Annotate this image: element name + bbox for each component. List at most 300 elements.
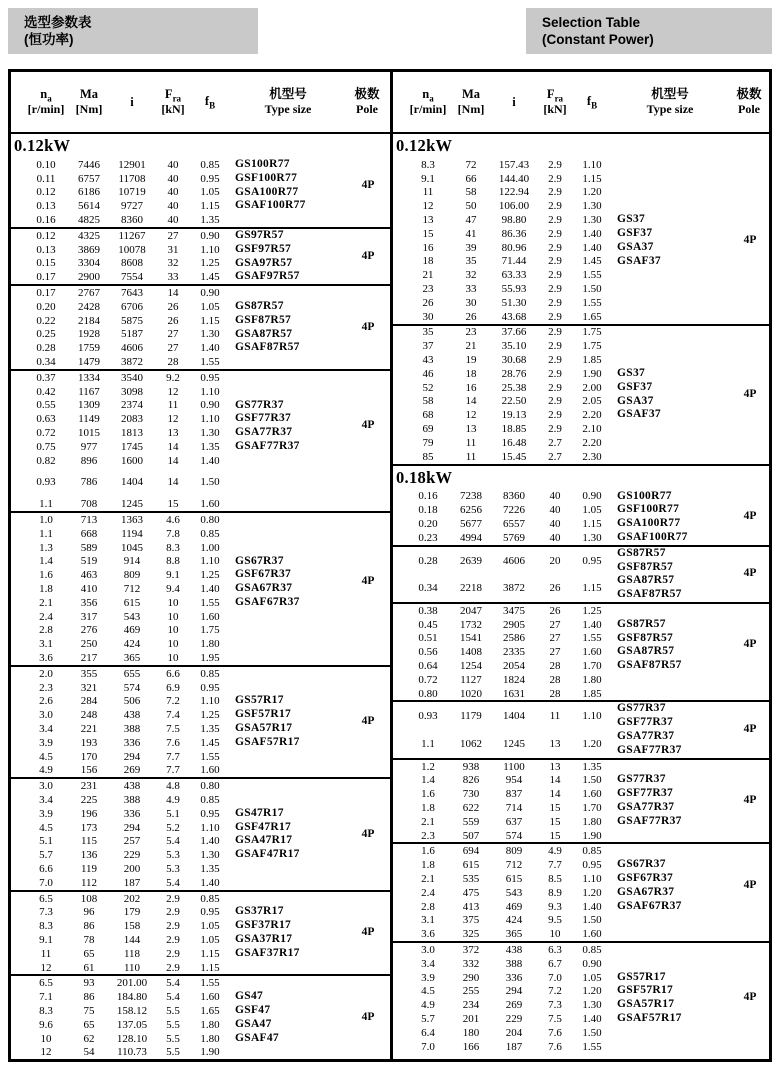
type-size-group: [393, 547, 769, 604]
cell: 0.85: [582, 845, 602, 858]
header-unit: [Nm]: [75, 102, 103, 116]
cell: 5.5: [166, 1032, 180, 1045]
cell: 27: [167, 342, 179, 355]
cell: 50: [465, 200, 477, 213]
cell: 1.60: [200, 610, 220, 623]
cell: 8.3: [39, 920, 53, 933]
cell: 13: [549, 737, 561, 750]
cell: 1408: [460, 646, 482, 659]
column-header-5: [611, 87, 729, 117]
cell: 7226: [503, 504, 525, 517]
cell: 1.15: [200, 947, 220, 960]
type-size-group: [11, 779, 390, 891]
cell: 2.7: [548, 436, 562, 449]
table-row: [393, 1026, 769, 1040]
cell: 0.56: [418, 646, 438, 659]
cell: 475: [462, 886, 480, 899]
cell: 26: [422, 296, 434, 309]
cell: 15: [549, 829, 561, 842]
cell: 9.3: [548, 900, 562, 913]
table-row: [11, 681, 390, 695]
column-header-5: [229, 87, 347, 117]
cell: 469: [505, 900, 523, 913]
column-header-1: [451, 87, 491, 117]
cell: 0.16: [36, 214, 56, 227]
cell: 1.60: [200, 764, 220, 777]
table-row: [393, 227, 769, 241]
cell: 2.9: [548, 200, 562, 213]
cell: 136: [80, 849, 98, 862]
cell: 2.9: [548, 172, 562, 185]
column-header-0: [405, 87, 451, 118]
cell: 122.94: [498, 186, 530, 199]
cell: 5.1: [39, 835, 53, 848]
cell: 18.85: [501, 423, 527, 436]
cell: 1.90: [582, 367, 602, 380]
table-row: [393, 1040, 769, 1054]
cell: 72: [465, 158, 477, 171]
cell: 2.3: [39, 681, 53, 694]
cell: 11: [465, 450, 477, 463]
cell: 1.25: [200, 257, 220, 270]
model-name: GSA87R57: [617, 645, 675, 658]
model-name: GSA37R17: [235, 933, 293, 946]
cell: 294: [123, 750, 141, 763]
model-name: GSAF100R77: [617, 530, 688, 543]
table-row: [11, 270, 390, 284]
cell: 6256: [460, 504, 482, 517]
header-unit: [kN]: [161, 102, 185, 117]
table-row: [11, 1032, 390, 1046]
cell: 7.4: [166, 709, 180, 722]
header-main-text: i: [130, 94, 134, 109]
cell: 2.7: [548, 450, 562, 463]
cell: 356: [80, 596, 98, 609]
header-main-text: n: [422, 86, 430, 101]
cell: 424: [123, 638, 141, 651]
model-names: [235, 905, 300, 960]
model-name: GSF67R37: [235, 568, 292, 581]
header-main-text: i: [512, 94, 516, 109]
cell: 0.85: [200, 158, 220, 171]
model-name: GSF77R37: [235, 412, 292, 425]
table-row: [393, 702, 769, 730]
model-name: GSF57R17: [235, 708, 292, 721]
cell: 1.80: [200, 1018, 220, 1031]
cell: 170: [80, 750, 98, 763]
cell: 6186: [78, 186, 100, 199]
cell: 1.55: [200, 356, 220, 369]
cell: 713: [80, 514, 98, 527]
cell: 1.40: [200, 835, 220, 848]
cell: 543: [505, 886, 523, 899]
cell: 1.40: [582, 900, 602, 913]
cell: 2.9: [548, 381, 562, 394]
cell: 157.43: [498, 158, 530, 171]
header-main: [587, 94, 597, 110]
cell: 15: [549, 801, 561, 814]
cell: 2.9: [548, 283, 562, 296]
cell: 13: [549, 760, 561, 773]
cell: 2.9: [548, 255, 562, 268]
cell: 201.00: [116, 977, 148, 990]
cell: 1.1: [39, 527, 53, 540]
cell: 0.25: [36, 328, 56, 341]
cell: 7.0: [39, 876, 53, 889]
cell: 1.50: [582, 914, 602, 927]
cell: 204: [505, 1026, 523, 1039]
model-name: GS37: [617, 366, 646, 379]
table-row: [11, 892, 390, 906]
cell: 86.36: [501, 227, 527, 240]
cell: 28.76: [501, 367, 527, 380]
cell: 3.9: [421, 971, 435, 984]
cell: 52: [422, 381, 434, 394]
cell: 1.55: [582, 632, 602, 645]
cell: 1.80: [200, 638, 220, 651]
cell: 3.1: [421, 914, 435, 927]
table-row: [393, 367, 769, 381]
type-size-group: [393, 844, 769, 943]
model-name: GSA37: [617, 240, 654, 253]
table-row: [11, 440, 390, 454]
cell: 1015: [78, 427, 100, 440]
column-header-3: [155, 87, 191, 118]
cell: 2.9: [548, 326, 562, 339]
cell: 1.30: [582, 999, 602, 1012]
cell: 0.22: [36, 314, 56, 327]
header-main: [130, 95, 133, 110]
cell: 1245: [121, 498, 143, 511]
cell: 65: [83, 1018, 95, 1031]
pole-label: 4P: [743, 723, 757, 736]
cell: 1.60: [200, 498, 220, 511]
cell: 1.10: [582, 872, 602, 885]
cell: 6.9: [166, 681, 180, 694]
table-row: [11, 793, 390, 807]
table-row: [393, 1012, 769, 1026]
cell: 1.05: [200, 933, 220, 946]
cell: 438: [123, 780, 141, 793]
cell: 615: [505, 872, 523, 885]
model-name: GSF87R57: [617, 560, 674, 573]
cell: 225: [80, 793, 98, 806]
table-row: [393, 760, 769, 774]
table-row: [393, 339, 769, 353]
table-row: [11, 1018, 390, 1032]
cell: 200: [123, 862, 141, 875]
cell: 0.85: [200, 793, 220, 806]
model-names: [617, 773, 682, 828]
model-name: GSA97R57: [235, 256, 293, 269]
cell: 469: [123, 624, 141, 637]
cell: 896: [80, 454, 98, 467]
cell: 1404: [503, 710, 525, 723]
model-names: [235, 807, 300, 862]
cell: 1309: [78, 399, 100, 412]
model-name: GSA87R57: [235, 327, 293, 340]
cell: 69: [422, 423, 434, 436]
type-size-group: [393, 604, 769, 703]
table-row: [11, 454, 390, 468]
cell: 1.40: [200, 583, 220, 595]
cell: 269: [505, 999, 523, 1012]
cell: 4606: [503, 554, 525, 567]
table-row: [11, 667, 390, 681]
cell: 506: [123, 695, 141, 708]
cell: 35: [422, 326, 434, 339]
cell: 1.6: [421, 845, 435, 858]
power-rating: 0.18kW: [396, 467, 453, 487]
cell: 2905: [503, 618, 525, 631]
cell: 10719: [118, 186, 146, 199]
cell: 2.9: [166, 961, 180, 974]
model-name: GSA67R37: [235, 582, 293, 595]
cell: 2900: [78, 271, 100, 284]
cell: 276: [80, 624, 98, 637]
cell: 193: [80, 736, 98, 749]
cell: 2.9: [166, 920, 180, 933]
cell: 8360: [121, 214, 143, 227]
cell: 1.25: [582, 604, 602, 617]
model-name: GSA77R37: [235, 426, 293, 439]
cell: 1.15: [582, 518, 602, 531]
cell: 1.20: [582, 737, 602, 750]
cell: 3.4: [421, 957, 435, 970]
cell: 217: [80, 651, 98, 664]
cell: 1.40: [582, 618, 602, 631]
table-row: [393, 255, 769, 269]
cell: 187: [123, 876, 141, 889]
cell: 0.34: [418, 582, 438, 595]
table-row: [393, 900, 769, 914]
cell: 1.55: [200, 596, 220, 609]
pole-label: 4P: [743, 567, 757, 580]
model-name: GS57R17: [235, 694, 284, 707]
cell: 0.28: [418, 554, 438, 567]
cell: 11: [422, 186, 434, 199]
cell: 10: [167, 624, 179, 637]
cell: 0.28: [36, 342, 56, 355]
type-size-group: [393, 158, 769, 326]
table-row: [11, 876, 390, 890]
header-unit: Pole: [356, 102, 378, 116]
cell: 2047: [460, 604, 482, 617]
cell: 2.9: [548, 340, 562, 353]
cell: 1149: [78, 413, 100, 426]
model-names: [617, 618, 682, 673]
cell: 229: [123, 849, 141, 862]
cell: 26: [549, 604, 561, 617]
table-row: [393, 186, 769, 200]
cell: 8.3: [166, 541, 180, 554]
model-name: GSA37: [617, 394, 654, 407]
model-name: GSA57R17: [235, 722, 293, 735]
cell: 4.9: [548, 845, 562, 858]
cell: 1.10: [200, 555, 220, 568]
cell: 1.15: [582, 172, 602, 185]
model-name: GSA67R37: [617, 885, 675, 898]
model-name: GS77R37: [235, 398, 284, 411]
cell: 0.13: [36, 243, 56, 256]
cell: 7.8: [166, 527, 180, 540]
cell: 4.6: [166, 514, 180, 527]
cell: 0.23: [418, 531, 438, 544]
cell: 0.90: [200, 287, 220, 300]
cell: 1.60: [200, 991, 220, 1004]
cell: 23: [422, 283, 434, 296]
header-main: [462, 87, 480, 102]
cell: 0.15: [36, 257, 56, 270]
cell: 1.30: [582, 531, 602, 544]
cell: 196: [80, 807, 98, 820]
model-name: GSA57R17: [617, 998, 675, 1011]
model-names: [617, 858, 682, 913]
cell: 1600: [121, 454, 143, 467]
pole-label: 4P: [743, 387, 757, 400]
cell: 47: [465, 214, 477, 227]
pole-label: 4P: [361, 575, 375, 588]
cell: 1.60: [582, 928, 602, 941]
cell: 16: [465, 381, 477, 394]
table-row: [11, 919, 390, 933]
table-row: [11, 610, 390, 624]
cell: 7.3: [548, 999, 562, 1012]
cell: 4.5: [421, 985, 435, 998]
cell: 1.55: [200, 977, 220, 990]
table-row: [11, 257, 390, 271]
cell: 18: [422, 255, 434, 268]
cell: 14: [167, 440, 179, 453]
cell: 137.05: [116, 1018, 148, 1031]
cell: 7.3: [39, 906, 53, 919]
cell: 2.9: [548, 354, 562, 367]
cell: 1.50: [582, 1026, 602, 1039]
cell: 332: [462, 957, 480, 970]
model-names: [235, 300, 300, 355]
cell: 61: [83, 961, 95, 974]
pole-label: 4P: [361, 178, 375, 191]
cell: 115: [80, 835, 98, 848]
cell: 13: [167, 427, 179, 440]
cell: 27: [549, 632, 561, 645]
table-row: [393, 450, 769, 464]
cell: 6.6: [166, 667, 180, 680]
model-names: [617, 547, 682, 602]
cell: 1.35: [200, 440, 220, 453]
cell: 7.7: [548, 859, 562, 872]
cell: 110: [123, 961, 141, 974]
header-main: [40, 87, 51, 103]
cell: 248: [80, 709, 98, 722]
cell: 0.13: [36, 200, 56, 213]
cell: 1245: [503, 737, 525, 750]
cell: 1.95: [200, 651, 220, 664]
column-header-2: [109, 95, 155, 110]
model-name: GSA87R57: [617, 574, 675, 587]
cell: 3.9: [39, 807, 53, 820]
cell: 1.6: [421, 788, 435, 801]
cell: 2.9: [166, 892, 180, 905]
model-name: GS97R57: [235, 228, 284, 241]
table-row: [393, 310, 769, 324]
cell: 26: [549, 582, 561, 595]
table-row: [393, 436, 769, 450]
cell: 1.50: [582, 774, 602, 787]
model-name: GSA100R77: [617, 517, 681, 530]
cell: 7.7: [166, 764, 180, 777]
cell: 2.9: [548, 423, 562, 436]
cell: 0.72: [418, 673, 438, 686]
header-subscript: B: [209, 100, 216, 111]
cell: 336: [123, 807, 141, 820]
cell: 0.80: [418, 687, 438, 700]
cell: 10: [167, 651, 179, 664]
header-main-text: F: [164, 86, 173, 101]
cell: 7.6: [548, 1026, 562, 1039]
model-name: GS57R17: [617, 970, 666, 983]
cell: 2428: [78, 300, 100, 313]
cell: 1.10: [200, 695, 220, 708]
cell: 1.60: [582, 646, 602, 659]
cell: 290: [462, 971, 480, 984]
cell: 6.5: [39, 892, 53, 905]
cell: 6757: [78, 172, 100, 185]
table-row: [393, 730, 769, 758]
table-row: [11, 596, 390, 610]
cell: 321: [80, 681, 98, 694]
table-row: [393, 395, 769, 409]
type-size-group: [11, 513, 390, 667]
cell: 65: [83, 947, 95, 960]
cell: 3.0: [421, 943, 435, 956]
table-row: [393, 199, 769, 213]
table-row: [393, 773, 769, 787]
cell: 1.35: [200, 214, 220, 227]
header-main: [205, 94, 215, 110]
cell: 5187: [121, 328, 143, 341]
pole-label: 4P: [361, 715, 375, 728]
model-name: GSA47R17: [235, 834, 293, 847]
pole-label: 4P: [361, 249, 375, 262]
cell: 9.6: [39, 1018, 53, 1031]
cell: 1.75: [582, 326, 602, 339]
table-row: [11, 186, 390, 200]
table-row: [11, 750, 390, 764]
cell: 1.55: [582, 269, 602, 282]
header-unit: Type size: [264, 102, 312, 116]
cell: 1.50: [200, 476, 220, 489]
table-row: [11, 229, 390, 243]
table-row: [11, 834, 390, 848]
cell: 21: [465, 340, 477, 353]
model-names: [235, 399, 300, 454]
model-name: GS87R57: [235, 299, 284, 312]
cell: 1179: [460, 710, 482, 723]
cell: 615: [462, 859, 480, 872]
cell: 5769: [503, 531, 525, 544]
cell: 977: [80, 440, 98, 453]
cell: 27: [167, 328, 179, 341]
cell: 11: [167, 399, 179, 412]
cell: 1045: [121, 541, 143, 554]
cell: 786: [80, 476, 98, 489]
cell: 1759: [78, 342, 100, 355]
cell: 1.1: [39, 498, 53, 511]
cell: 19: [465, 354, 477, 367]
pole-label: 4P: [361, 926, 375, 939]
model-name: GS37: [617, 213, 646, 226]
